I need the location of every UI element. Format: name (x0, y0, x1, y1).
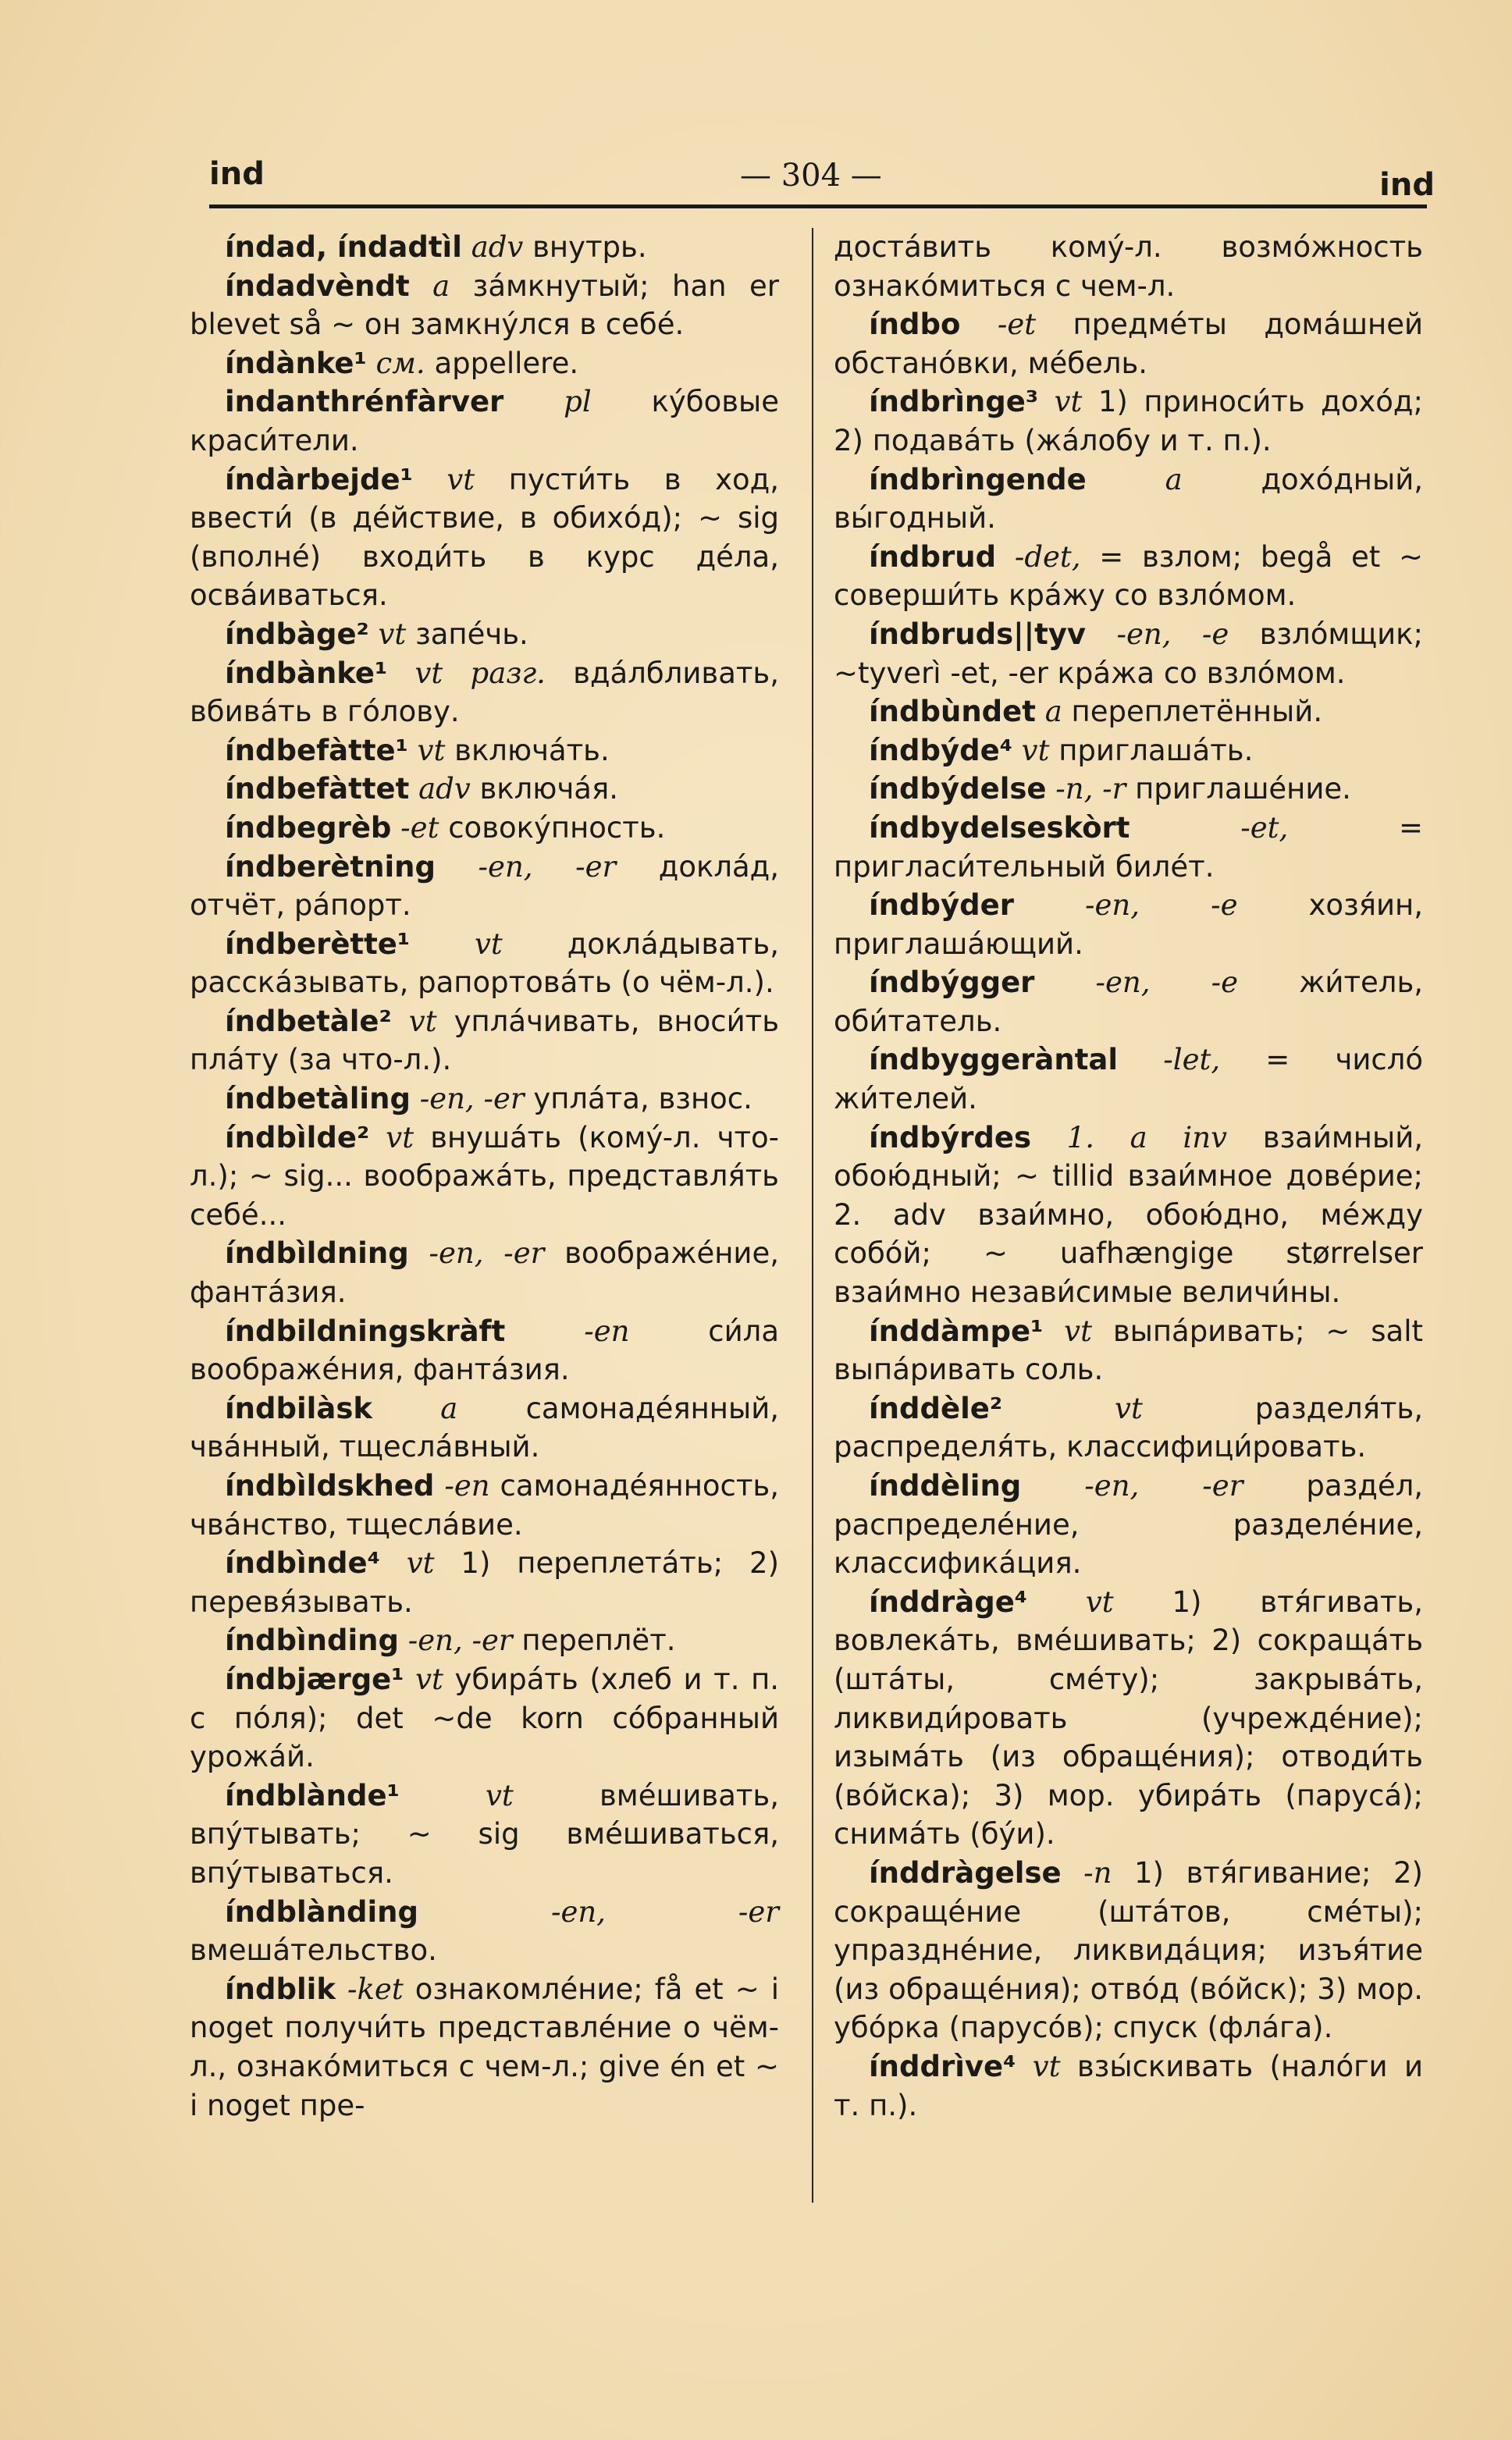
grammar-label: -en, -er (419, 1082, 525, 1116)
dictionary-entry (834, 2047, 1423, 2125)
translation: ознакомлéние; få et ~ i noget получи́ть представлéние о чём-л., ознакóмиться с чем-л.; give én et ~ i noget пре- (190, 1972, 780, 2122)
grammar-label: vt (1032, 2049, 1061, 2083)
dictionary-entry (190, 1312, 779, 1389)
headword: índbefàttet (225, 772, 410, 806)
dictionary-entry (834, 228, 1423, 305)
grammar-label: vt (446, 462, 475, 496)
headword: índblik (225, 1972, 336, 2006)
dictionary-entry (834, 615, 1423, 692)
dictionary-entry (190, 1389, 779, 1467)
translation: дохóдный, вы́годный. (834, 462, 1423, 535)
headword: índdràge⁴ (869, 1585, 1027, 1619)
left-column (190, 228, 779, 2125)
headword: índblànde¹ (225, 1778, 400, 1812)
grammar-label: -en, -er (1084, 1469, 1243, 1503)
grammar-label: a (1044, 695, 1062, 729)
grammar-label: vt (406, 1546, 435, 1581)
translation: уплáта, взнос. (533, 1082, 752, 1116)
translation: переплетённый. (1071, 695, 1323, 729)
dictionary-entry (834, 305, 1423, 382)
translation: 1) приноси́ть дохóд; 2) подавáть (жáлобу и т. п.). (834, 385, 1423, 457)
translation: приглашáть. (1058, 733, 1254, 767)
headword: índbo (869, 308, 961, 342)
translation: самонадéянный, чвáнный, тщеслáвный. (190, 1391, 779, 1464)
translation: приглашéние. (1135, 772, 1351, 806)
dictionary-entry (190, 461, 779, 615)
column-divider (812, 228, 813, 2203)
dictionary-entry (190, 267, 779, 344)
headword: índbetàling (225, 1082, 411, 1116)
grammar-label: vt (1115, 1391, 1143, 1425)
dictionary-entry (834, 809, 1423, 886)
grammar-label: vt (1064, 1314, 1092, 1348)
grammar-label: vt (475, 927, 503, 961)
dictionary-entry (834, 1040, 1423, 1118)
grammar-label: pl (564, 385, 592, 419)
dictionary-entry (190, 1002, 779, 1080)
dictionary-entry (190, 228, 779, 267)
headword: índbàge² (225, 617, 369, 651)
translation: достáвить комý-л. возмóжность ознакóмиться с чем-л. (834, 230, 1423, 303)
translation: уплáчивать, вноси́ть плáту (за что-л.). (190, 1004, 779, 1077)
dictionary-entry (190, 1080, 779, 1119)
translation: доклáд, отчёт, рáпорт. (190, 849, 780, 923)
header-rule (209, 205, 1427, 208)
translation: воображéние, фантáзия. (190, 1236, 779, 1310)
dictionary-entry (190, 1234, 779, 1311)
headword: índbjærge¹ (225, 1662, 404, 1696)
translation: вмешáтельство. (190, 1933, 437, 1968)
translation: включáя. (479, 772, 619, 806)
grammar-label: -det, (1014, 539, 1081, 574)
headword: índbetàle² (225, 1004, 392, 1038)
grammar-label: a (1165, 462, 1183, 496)
headword: índdràgelse (869, 1855, 1062, 1890)
dictionary-entry (834, 1312, 1423, 1389)
headword: índdèling (869, 1469, 1022, 1503)
headword: índadvèndt (225, 269, 410, 303)
translation: = пригласи́тельный билéт. (834, 810, 1423, 884)
headword: índberètte¹ (225, 927, 411, 961)
headword: índbildningskràft (225, 1314, 506, 1348)
dictionary-entry (834, 731, 1423, 770)
translation: внутрь. (532, 230, 647, 264)
dictionary-entry (190, 344, 779, 383)
dictionary-entry (834, 1583, 1423, 1854)
translation: раздéл, распределéние, разделéние, классификáция. (834, 1469, 1423, 1581)
header-right-guideword: ind (1379, 167, 1435, 203)
dictionary-entry (834, 770, 1423, 809)
grammar-label: -en, -e (1085, 888, 1238, 923)
translation: выпáривать; ~ salt выпáривать соль. (834, 1314, 1423, 1387)
dictionary-entry (190, 1893, 779, 1970)
headword: índbilàsk (225, 1391, 372, 1425)
headword: índdàmpe¹ (869, 1314, 1044, 1348)
headword: índdrìve⁴ (869, 2049, 1016, 2083)
grammar-label: vt (415, 1662, 443, 1696)
grammar-label: vt (378, 617, 407, 651)
headword: índbruds||tyv (869, 617, 1087, 651)
dictionary-entry (190, 1970, 779, 2125)
translation: = взлом; begå et ~ соверши́ть крáжу со взлóмом. (834, 539, 1424, 613)
grammar-label: a (440, 1391, 458, 1425)
right-column (834, 228, 1423, 2125)
headword: índblànding (225, 1894, 418, 1929)
grammar-label: см. (375, 346, 425, 380)
dictionary-entry (190, 1660, 779, 1777)
grammar-label: adv (471, 230, 524, 264)
grammar-label: -en (584, 1314, 630, 1348)
grammar-label: vt (1021, 733, 1050, 767)
headword: índbànke¹ (225, 656, 388, 690)
headword: índbýgger (869, 966, 1035, 1000)
headword: índàrbejde¹ (225, 462, 413, 496)
grammar-label: -en, -er (407, 1624, 513, 1658)
grammar-label: vt (386, 1120, 414, 1154)
grammar-label: -en, -er (478, 849, 617, 884)
headword: índbìnde⁴ (225, 1546, 380, 1581)
grammar-label: -ket (347, 1972, 404, 2006)
headword: índberètning (225, 849, 436, 884)
translation: взы́скивать (налóги и т. п.). (834, 2049, 1423, 2122)
headword: índbyggeràntal (869, 1043, 1119, 1077)
grammar-label: -let, (1163, 1043, 1221, 1077)
translation: пусти́ть в ход, ввести́ (в дéйствие, в обихóд); ~ sig (вполнé) входи́ть в курс дéла, освáиваться. (190, 462, 779, 613)
headword: índbìlde² (225, 1120, 370, 1154)
grammar-label: vt (408, 1004, 437, 1038)
grammar-label: -n, -r (1055, 772, 1126, 806)
translation: разделя́ть, распределя́ть, классифици́ровать. (834, 1391, 1424, 1464)
headword: índbrud (869, 539, 997, 574)
dictionary-entry (190, 731, 779, 770)
translation: 1) втя́гивание; 2) сокращéние (штáтов, смéты); упразднéние, ликвидáция; изъя́тие (из обращéния); отвóд (вóйск); 3) мор. убóрка (парусóв); спуск (флáга). (834, 1855, 1423, 2045)
dictionary-entry (190, 809, 779, 848)
translation: жи́тель, оби́татель. (834, 966, 1424, 1038)
translation: внушáть (комý-л. что-л.); ~ sig... воображáть, представля́ть себé... (190, 1120, 780, 1232)
headword: índbegrèb (225, 810, 392, 845)
translation: включáть. (454, 733, 610, 767)
grammar-label: -en, -e (1116, 617, 1229, 651)
headword: índbýrdes (869, 1120, 1031, 1154)
grammar-label: vt (1054, 385, 1083, 419)
translation: предмéты домáшней обстанóвки, мéбель. (834, 308, 1423, 380)
dictionary-entry (190, 1544, 779, 1621)
translation: вдáлбливать, вбивáть в гóлову. (190, 656, 779, 729)
headword: índbýder (869, 888, 1014, 923)
headword: índbìldskhed (225, 1469, 435, 1503)
translation: совокýпность. (448, 810, 666, 845)
dictionary-entry (190, 1621, 779, 1660)
grammar-label: a (432, 269, 450, 303)
dictionary-entry (834, 1467, 1423, 1583)
headword: índbýdelse (869, 772, 1047, 806)
translation: взаи́мный, обою́дный; ~ tillid взаи́мное довéрие; 2. adv взаи́мно, обою́дно, мéжду собóй; ~ uafhængige størrelser взаи́мно незави́симые величи́ны. (834, 1120, 1424, 1310)
translation: appellere. (434, 346, 579, 380)
headword: índdèle² (869, 1391, 1003, 1425)
translation: вмéшивать, впýтывать; ~ sig вмéшиваться, впýтываться. (190, 1778, 779, 1890)
headword: índad, índadtìl (225, 230, 462, 264)
translation: 1) переплетáть; 2) перевя́зывать. (190, 1546, 780, 1619)
translation: си́ла воображéния, фантáзия. (190, 1314, 779, 1387)
grammar-label: -et (400, 810, 439, 845)
translation: переплёт. (521, 1624, 676, 1658)
grammar-label: vt (417, 733, 446, 767)
dictionary-entry (834, 886, 1423, 963)
translation: 1) втя́гивать, вовлекáть, вмéшивать; 2) сокращáть (штáты, смéту); закрывáть, ликвиди́ровать (учреждéние); изымáть (из обращéния); отводи́ть (вóйска); 3) мор. убирáть (парусá); снимáть (бýи). (834, 1585, 1423, 1851)
dictionary-entry (190, 654, 779, 731)
translation: доклáдывать, расскáзывать, рапортовáть (о чём-л.). (190, 927, 779, 1000)
grammar-label: vt (486, 1778, 514, 1812)
headword: índbìnding (225, 1624, 400, 1658)
translation: зáмкнутый; han er blevet så ~ он замкнýлся в себé. (190, 269, 780, 342)
dictionary-entry (190, 1119, 779, 1235)
headword: índbydelseskòrt (869, 810, 1130, 845)
grammar-label: vt разг. (414, 656, 546, 690)
dictionary-entry (190, 1777, 779, 1893)
headword: índbùndet (869, 695, 1036, 729)
grammar-label: 1. a inv (1066, 1120, 1227, 1154)
grammar-label: -en, -e (1095, 966, 1238, 1000)
grammar-label: -en, -er (429, 1236, 545, 1271)
dictionary-entry (834, 538, 1423, 615)
dictionary-entry (834, 692, 1423, 731)
grammar-label: -et, (1240, 810, 1289, 845)
headword: índbrìngende (869, 462, 1087, 496)
headword: índànke¹ (225, 346, 367, 380)
grammar-label: -et (997, 308, 1037, 342)
dictionary-entry (190, 848, 779, 925)
page-number: — 304 — (740, 158, 882, 194)
dictionary-entry (190, 382, 779, 460)
header-left-guideword: ind (209, 156, 265, 192)
translation: хозя́ин, приглашáющий. (834, 888, 1423, 961)
translation: самонадéянность, чвáнство, тщеслáвие. (190, 1469, 780, 1542)
dictionary-entry (190, 925, 779, 1002)
dictionary-entry (834, 461, 1423, 538)
translation: кýбовые краси́тели. (190, 385, 780, 457)
dictionary-entry (834, 382, 1423, 460)
dictionary-entry (190, 615, 779, 654)
grammar-label: adv (418, 772, 471, 806)
translation: = числó жи́телей. (834, 1043, 1423, 1116)
grammar-label: -n (1083, 1855, 1112, 1890)
dictionary-entry (190, 770, 779, 809)
headword: índbìldning (225, 1236, 409, 1271)
dictionary-entry (834, 963, 1423, 1040)
grammar-label: vt (1085, 1585, 1114, 1619)
dictionary-entry (834, 1854, 1423, 2047)
dictionary-entry (834, 1119, 1423, 1312)
translation: взлóмщик; ~tyverì -et, -er крáжа со взлóмом. (834, 617, 1423, 690)
dictionary-entry (190, 1467, 779, 1544)
translation: убирáть (хлеб и т. п. с пóля); det ~de korn сóбранный урожáй. (190, 1662, 780, 1774)
headword: indanthrénfàrver (225, 385, 504, 419)
dictionary-entry (834, 1389, 1423, 1467)
grammar-label: -en (444, 1469, 490, 1503)
translation: запéчь. (415, 617, 528, 651)
headword: índbefàtte¹ (225, 733, 408, 767)
page-header (209, 156, 1435, 203)
headword: índbýde⁴ (869, 733, 1012, 767)
grammar-label: -en, -er (550, 1894, 779, 1929)
headword: índbrìnge³ (869, 385, 1039, 419)
